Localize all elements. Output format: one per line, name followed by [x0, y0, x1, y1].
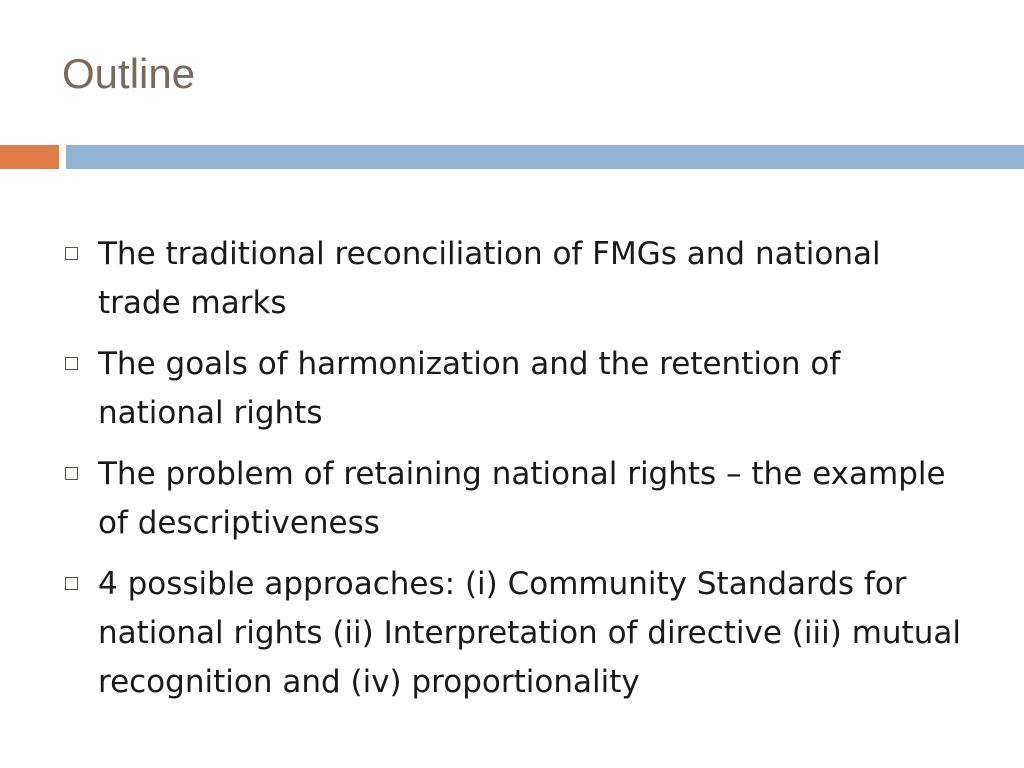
square-outline-icon: [65, 247, 78, 260]
square-outline-icon: [65, 467, 78, 480]
title-divider-bar: [66, 145, 1024, 169]
bullet-item: [62, 450, 962, 548]
square-outline-icon: [65, 577, 78, 590]
accent-bar: [0, 145, 59, 169]
bullet-item: [62, 230, 962, 328]
bullet-item: [62, 340, 962, 438]
bullet-text: The goals of harmonization and the retention of national rights: [98, 346, 841, 431]
bullet-item: [62, 560, 962, 707]
bullet-text: The traditional reconciliation of FMGs and national trade marks: [98, 236, 881, 321]
bullet-text: The problem of retaining national rights – the example of descriptiveness: [98, 456, 946, 541]
square-outline-icon: [65, 357, 78, 370]
bullet-list: [62, 230, 962, 719]
bullet-text: 4 possible approaches: (i) Community Standards for national rights (ii) Interpretation of directive (iii) mutual recognition and (iv) proportionality: [98, 566, 961, 700]
slide-title: Outline: [62, 50, 196, 97]
